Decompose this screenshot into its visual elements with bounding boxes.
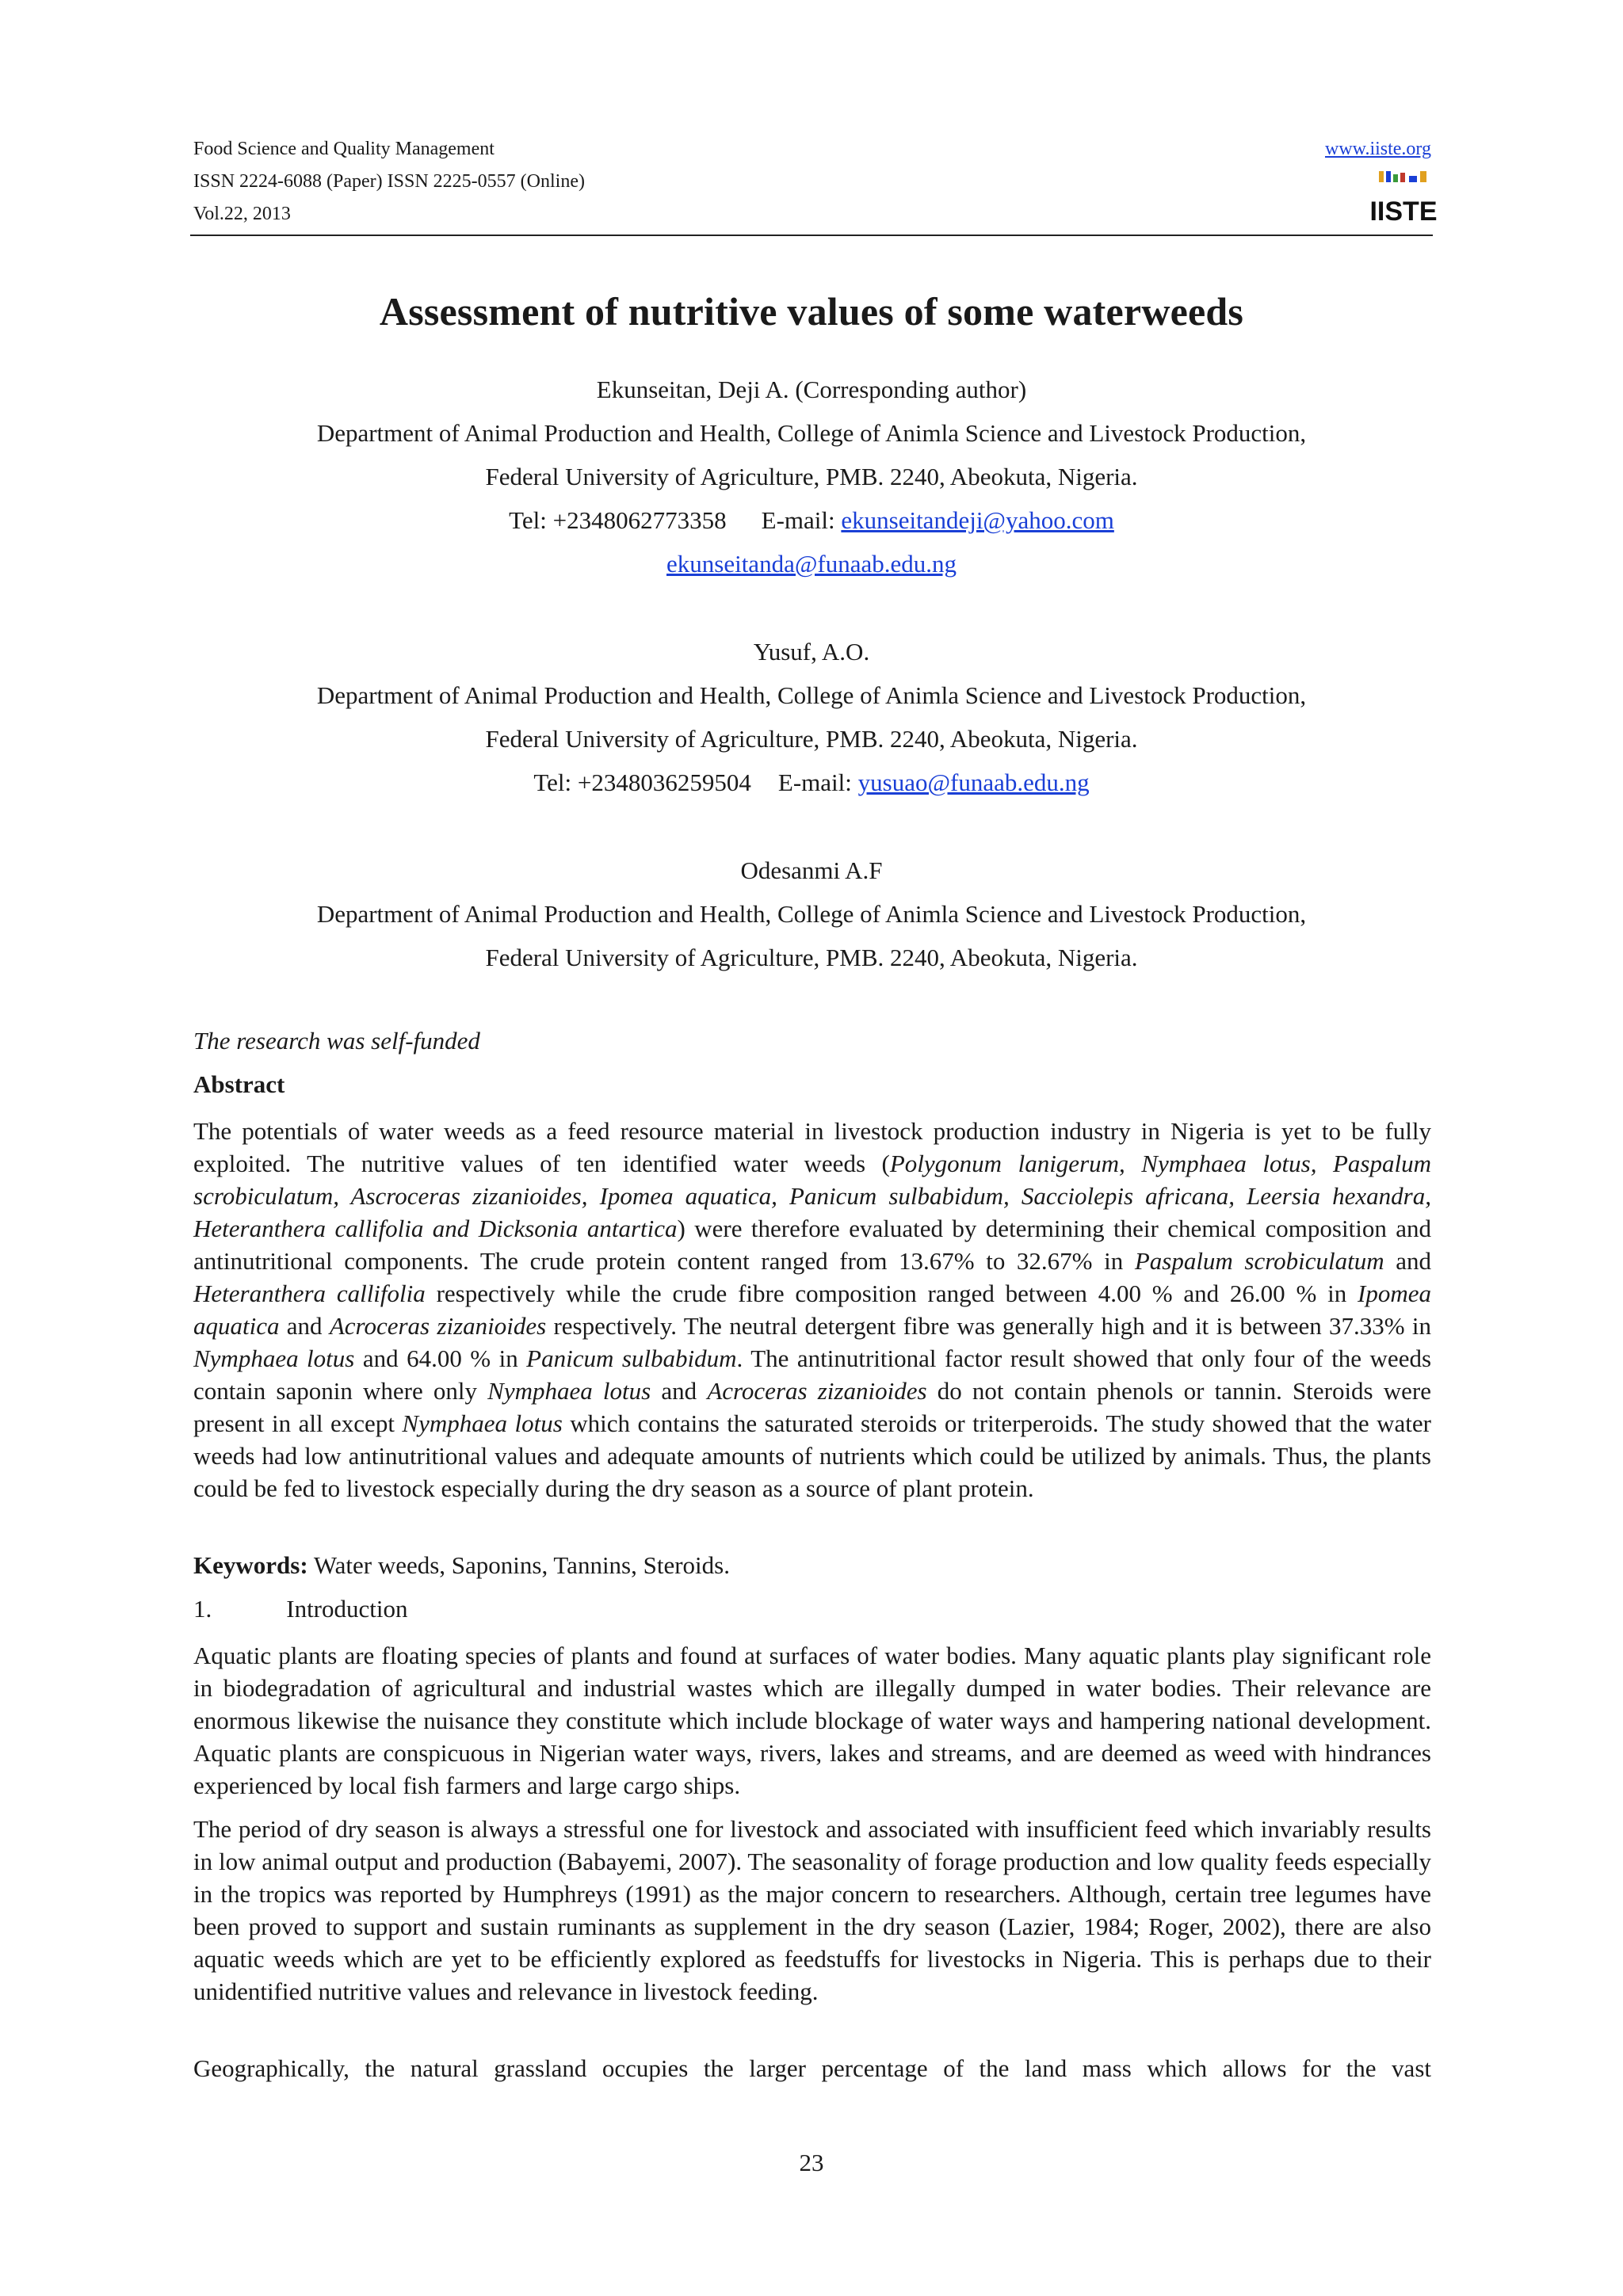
author-email-link[interactable]: ekunseitandeji@yahoo.com	[841, 506, 1114, 534]
author-block-2	[0, 630, 1623, 804]
keywords-text: Water weeds, Saponins, Tannins, Steroids.	[307, 1551, 730, 1579]
funding-note: The research was self-funded	[193, 1027, 480, 1055]
journal-issn: ISSN 2224-6088 (Paper) ISSN 2225-0557 (Online)	[193, 171, 585, 192]
author-department: Department of Animal Production and Health, College of Animla Science and Livestock Production,	[316, 681, 1307, 709]
author-block-1	[0, 368, 1623, 585]
page-number: 23	[799, 2149, 824, 2176]
email-label: E-mail:	[761, 506, 842, 534]
keywords-label: Keywords:	[193, 1551, 308, 1579]
iiste-logo-icon	[1369, 171, 1438, 227]
author-department: Department of Animal Production and Health, College of Animla Science and Livestock Production,	[316, 419, 1307, 447]
author-contact	[0, 761, 1623, 804]
paper-title: Assessment of nutritive values of some waterweeds	[379, 289, 1244, 334]
author-email-link[interactable]: yusuao@funaab.edu.ng	[857, 769, 1090, 796]
intro-paragraph-3: Geographically, the natural grassland occupies the larger percentage of the land mass which allows for the vast	[193, 2054, 1431, 2082]
keywords	[193, 1551, 1431, 1580]
abstract-heading: Abstract	[193, 1070, 285, 1098]
author-university: Federal University of Agriculture, PMB. 2240, Abeokuta, Nigeria.	[485, 944, 1138, 971]
section-title: Introduction	[286, 1595, 408, 1623]
author-email-link-2[interactable]: ekunseitanda@funaab.edu.ng	[666, 550, 957, 578]
author-block-3	[0, 849, 1623, 979]
intro-paragraph-2: The period of dry season is always a stressful one for livestock and associated with insufficient feed which invariably results in low animal output and production (Babayemi, 2007). The seasonality of forage production and low quality feeds especially in the tropics was reported by Humphreys (1991) as the major concern to researchers. Although, certain tree legumes have been proved to support and sustain ruminants as supplement in the dry season (Lazier, 1984; Roger, 2002), there are also aquatic weeds which are yet to be efficiently explored as feedstuffs for livestocks in Nigeria. This is perhaps due to their unidentified nutritive values and relevance in livestock feeding.	[193, 1815, 1431, 2005]
author-tel: Tel: +2348062773358	[509, 506, 727, 534]
author-name: Yusuf, A.O.	[753, 638, 870, 666]
email-label: E-mail:	[777, 769, 858, 796]
author-department: Department of Animal Production and Health, College of Animla Science and Livestock Production,	[316, 900, 1307, 928]
abstract-body: The potentials of water weeds as a feed resource material in livestock production industry in Nigeria is yet to be fully exploited. The nutritive values of ten identified water weeds (Polygonum lanigerum, Nymphaea lotus, Paspalum scrobiculatum, Ascroceras zizanioides, Ipomea aquatica, Panicum sulbabidum, Sacciolepis africana, Leersia hexandra, Heteranthera callifolia and Dicksonia antartica) were therefore evaluated by determining their chemical composition and antinutritional components. The crude protein content ranged from 13.67% to 32.67% in Paspalum scrobiculatum and Heteranthera callifolia respectively while the crude fibre composition ranged between 4.00 % and 26.00 % in Ipomea aquatica and Acroceras zizanioides respectively. The neutral detergent fibre was generally high and it is between 37.33% in Nymphaea lotus and 64.00 % in Panicum sulbabidum. The antinutritional factor result showed that only four of the weeds contain saponin where only Nymphaea lotus and Acroceras zizanioides do not contain phenols or tannin. Steroids were present in all except Nymphaea lotus which contains the saturated steroids or triterperoids. The study showed that the water weeds had low antinutritional values and adequate amounts of nutrients which could be utilized by animals. Thus, the plants could be fed to livestock especially during the dry season as a source of plant protein.	[193, 1117, 1432, 1502]
journal-header	[193, 133, 1438, 236]
author-university: Federal University of Agriculture, PMB. 2240, Abeokuta, Nigeria.	[485, 463, 1138, 490]
journal-url-link[interactable]: www.iiste.org	[1325, 139, 1431, 159]
section-number: 1.	[193, 1595, 212, 1623]
author-name: Ekunseitan, Deji A. (Corresponding author)	[596, 376, 1027, 403]
intro-paragraph-1: Aquatic plants are floating species of plants and found at surfaces of water bodies. Many aquatic plants play significant role in biodegradation of agricultural and industrial wastes which are illegally dumped in water bodies. Their relevance are enormous likewise the nuisance they constitute which include blockage of water ways and hampering national development. Aquatic plants are conspicuous in Nigerian water ways, rivers, lakes and streams, and are deemed as weed with hindrances experienced by local fish farmers and large cargo ships.	[193, 1642, 1431, 1799]
author-university: Federal University of Agriculture, PMB. 2240, Abeokuta, Nigeria.	[485, 725, 1138, 753]
svg-text:IISTE: IISTE	[1369, 196, 1438, 227]
author-tel: Tel: +2348036259504	[533, 769, 751, 796]
author-name: Odesanmi A.F	[740, 856, 883, 884]
header-divider	[190, 235, 1433, 236]
journal-name: Food Science and Quality Management	[193, 139, 495, 159]
author-contact	[0, 498, 1623, 542]
section-heading	[193, 1595, 1431, 1623]
journal-volume: Vol.22, 2013	[193, 204, 291, 224]
